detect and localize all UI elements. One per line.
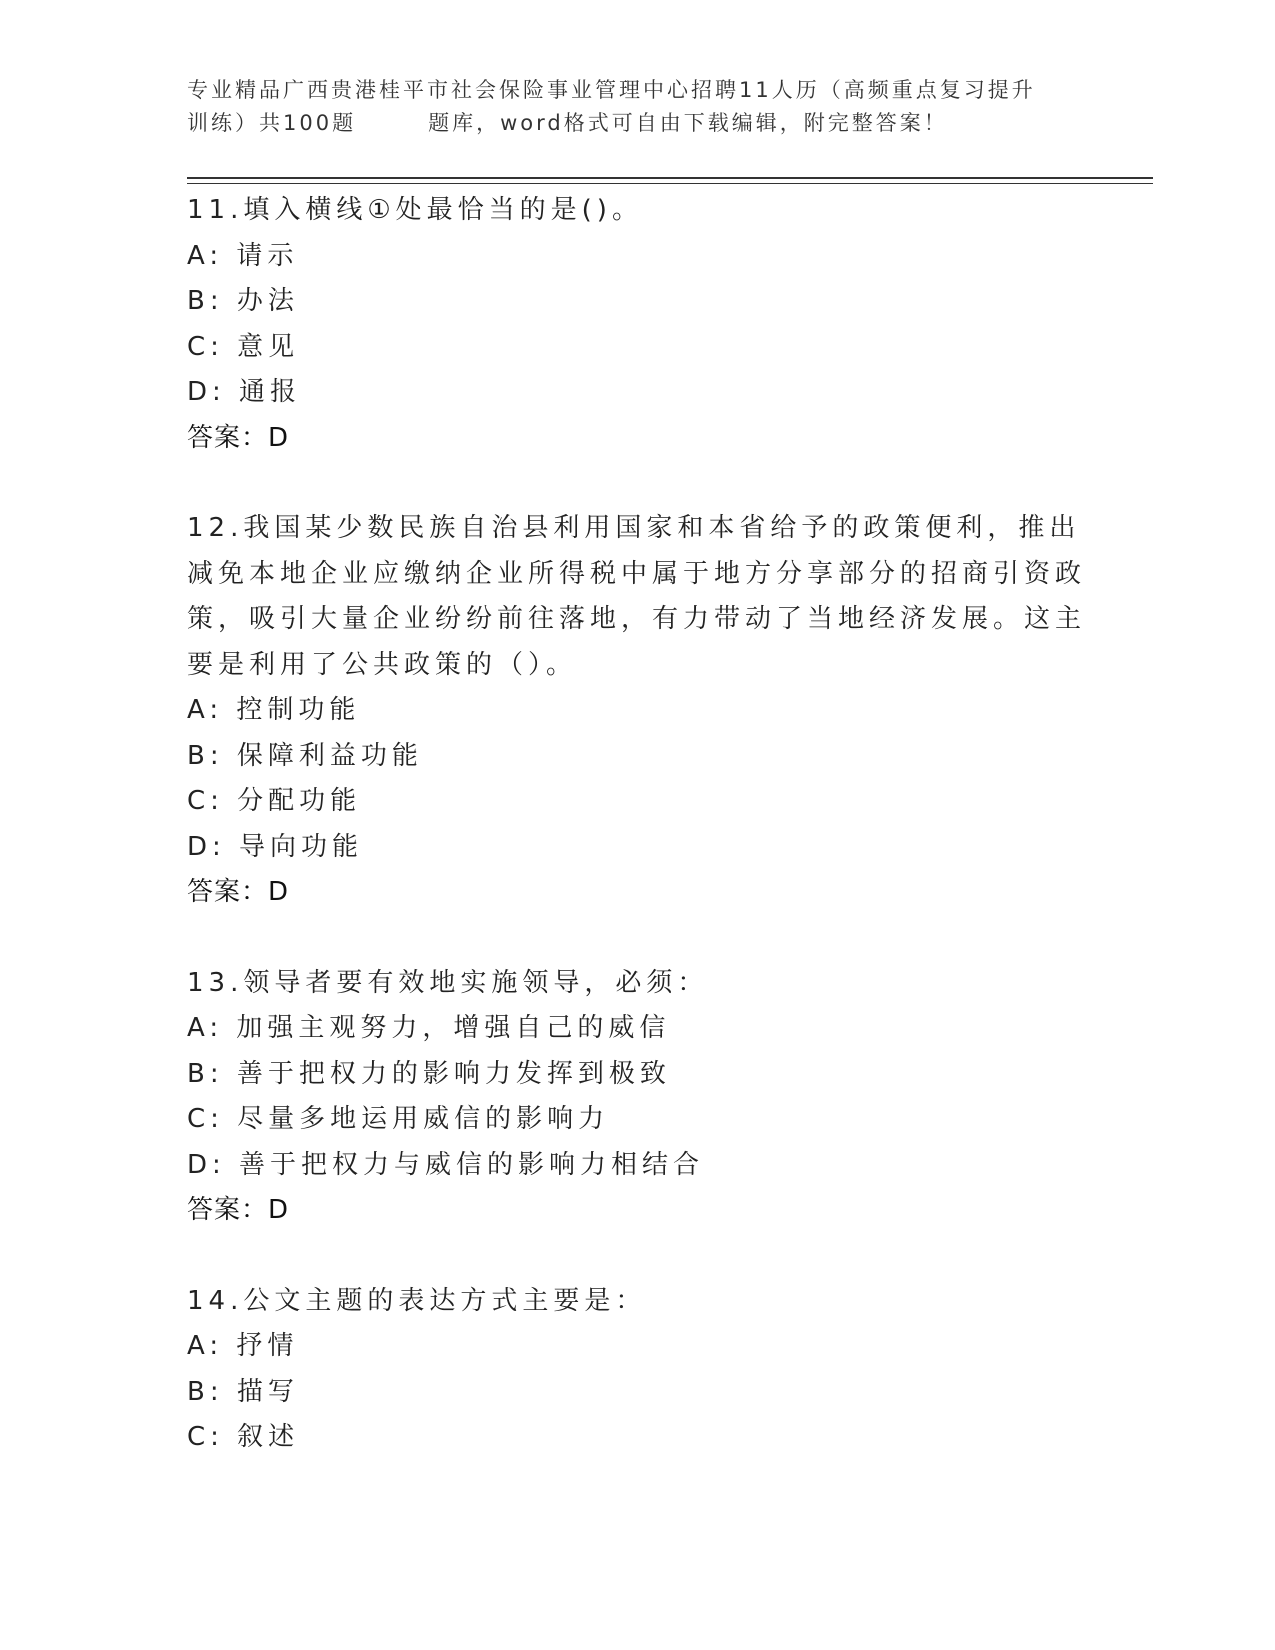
option-d: D: 通报 (187, 377, 302, 407)
document-header (187, 74, 1087, 140)
header-line-2-left: 训练）共100题 (187, 111, 357, 135)
option-a: A: 加强主观努力，增强自己的威信 (187, 1013, 671, 1043)
option-c: C: 意见 (187, 331, 300, 362)
header-line-2 (187, 107, 1087, 140)
option-a: A: 控制功能 (187, 695, 361, 725)
option-b: B: 办法 (187, 286, 299, 316)
option-c: C: 分配功能 (187, 786, 362, 816)
header-rule-thick (187, 177, 1153, 179)
option-d: D: 导向功能 (187, 831, 364, 862)
option-c: C: 尽量多地运用威信的影响力 (187, 1104, 610, 1134)
option-b: B: 保障利益功能 (187, 740, 423, 771)
answer-line: 答案：D (187, 422, 290, 453)
header-line-2-right: 题库，word格式可自由下载编辑，附完整答案！ (428, 111, 948, 135)
option-c: C: 叙述 (187, 1422, 300, 1452)
header-rule-thin (187, 183, 1153, 184)
header-line-1: 专业精品广西贵港桂平市社会保险事业管理中心招聘11人历（高频重点复习提升 (187, 78, 1036, 102)
question-list (187, 188, 1087, 1506)
question-13 (187, 961, 1087, 1234)
question-14 (187, 1279, 1087, 1461)
option-a: A: 抒情 (187, 1331, 299, 1361)
question-stem: 13.领导者要有效地实施领导，必须： (187, 967, 709, 998)
option-d: D: 善于把权力与威信的影响力相结合 (187, 1149, 705, 1180)
question-stem: 11.填入横线①处最恰当的是()。 (187, 195, 643, 225)
question-11 (187, 188, 1087, 461)
option-b: B: 善于把权力的影响力发挥到极致 (187, 1058, 671, 1089)
question-stem: 12.我国某少数民族自治县利用国家和本省给予的政策便利，推出减免本地企业应缴纳企业所得税中属于地方分享部分的招商引资政策，吸引大量企业纷纷前往落地，有力带动了当地经济发展。这主要是利用了公共政策的（）。 (187, 513, 1087, 680)
option-a: A: 请示 (187, 240, 299, 271)
option-b: B: 描写 (187, 1376, 299, 1407)
answer-line: 答案：D (187, 877, 290, 907)
question-12 (187, 506, 1087, 916)
question-stem: 14.公文主题的表达方式主要是： (187, 1285, 647, 1316)
answer-line: 答案：D (187, 1195, 290, 1225)
